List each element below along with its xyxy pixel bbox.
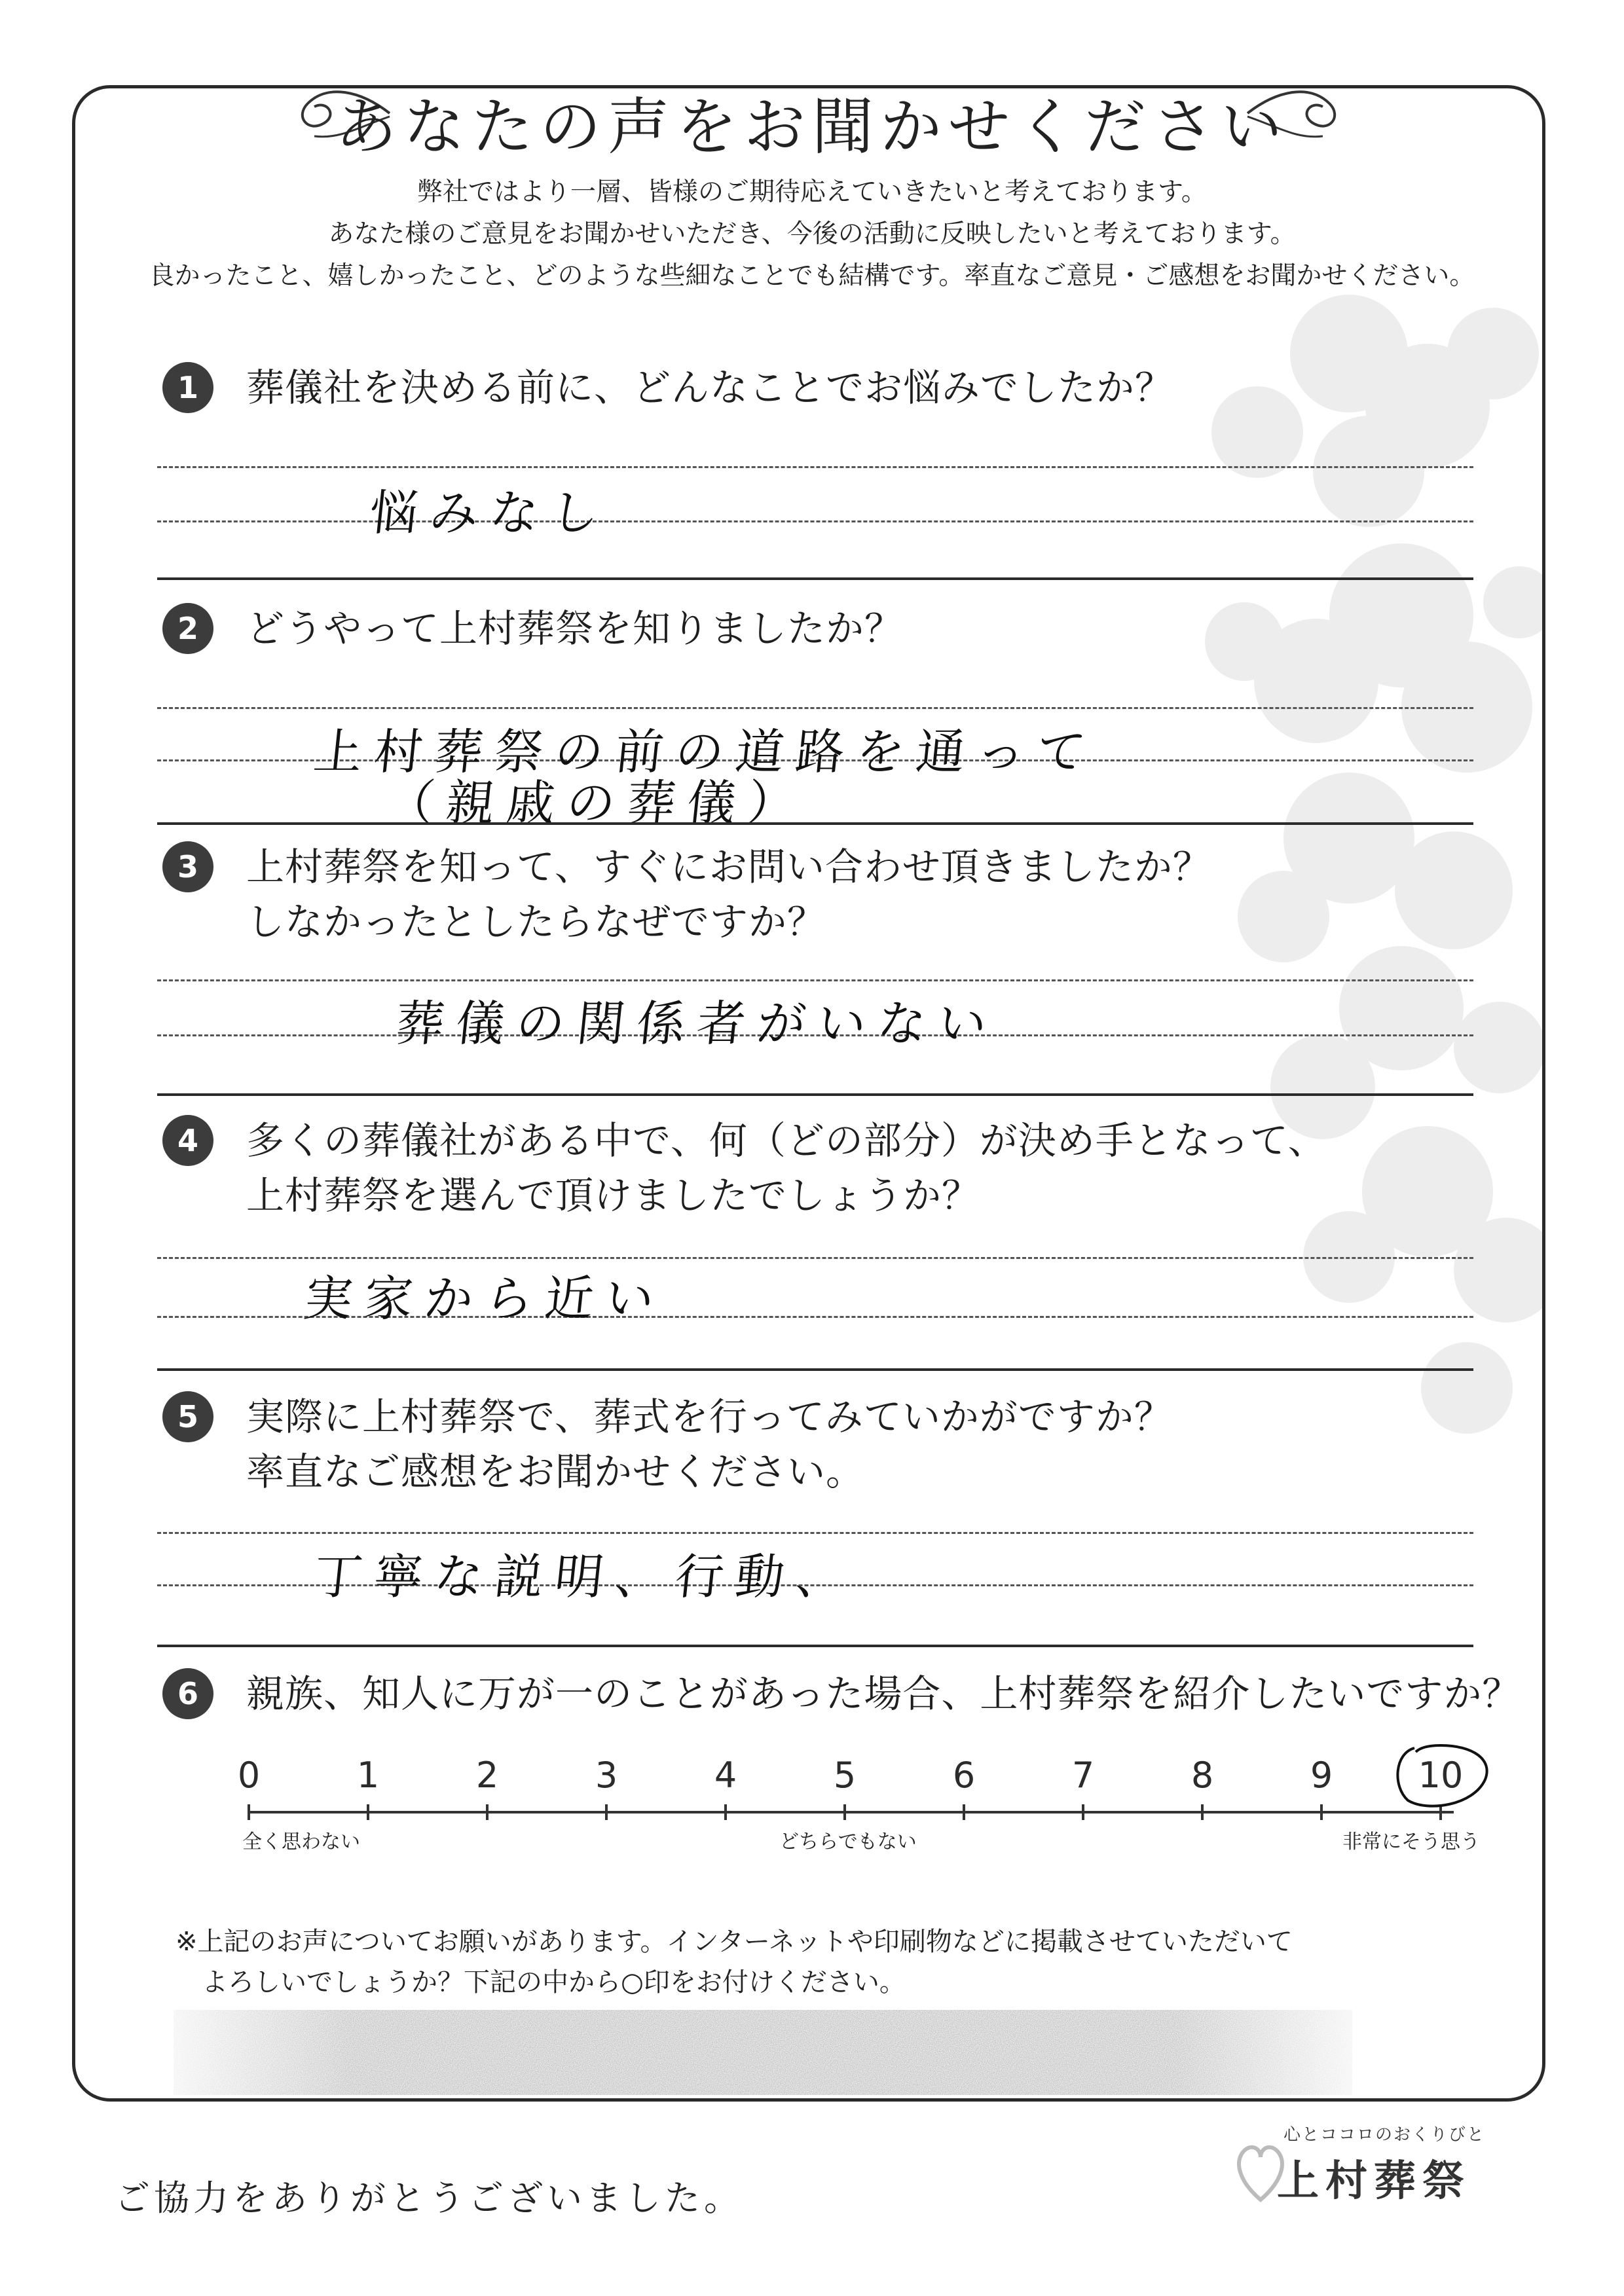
scale-mid-label: どちらでもない	[779, 1831, 917, 1853]
question-text: 親族、知人に万が一のことがあった場合、上村葬祭を紹介したいですか？	[246, 1671, 1521, 1716]
scale-tick-label[interactable]: 8	[1190, 1755, 1214, 1796]
question-text: 上村葬祭を選んで頂けましたでしょうか？	[246, 1173, 981, 1218]
handwritten-answer: 上村葬祭の前の道路を通って	[310, 724, 1100, 780]
section-divider	[157, 1645, 1473, 1647]
question-text: 上村葬祭を知って、すぐにお問い合わせ頂きましたか？	[246, 845, 1211, 889]
question-text: 実際に上村葬祭で、葬式を行ってみていかがですか？	[246, 1394, 1173, 1439]
scale-tick-label[interactable]: 9	[1310, 1755, 1333, 1796]
handwritten-answer: 丁寧な説明、行動、	[310, 1549, 859, 1605]
scale-tick	[486, 1804, 489, 1820]
section-divider	[157, 1093, 1473, 1096]
question-text: 多くの葬儀社がある中で、何（どの部分）が決め手となって、	[246, 1118, 1327, 1163]
logo-tagline: 心とココロのおくりびと	[1283, 2125, 1486, 2145]
scale-tick	[605, 1804, 608, 1820]
handwritten-answer: 悩みなし	[366, 485, 614, 541]
scale-tick	[963, 1804, 965, 1820]
scale-tick-label[interactable]: 10	[1418, 1755, 1464, 1796]
intro-line: 弊社ではより一層、皆様のご期待応えていきたいと考えております。	[417, 177, 1207, 207]
intro-line: あなた様のご意見をお聞かせいただき、今後の活動に反映したいと考えております。	[328, 219, 1296, 249]
publication-notice	[175, 1922, 1293, 2003]
scale-tick-label[interactable]: 5	[833, 1755, 857, 1796]
scale-tick-label[interactable]: 2	[475, 1755, 499, 1796]
question-text: どうやって上村葬祭を知りましたか？	[246, 606, 904, 651]
scale-high-label: 非常にそう思う	[1342, 1831, 1480, 1853]
answer-line-dotted	[157, 979, 1473, 981]
notice-line: ※上記のお声についてお願いがあります。インターネットや印刷物などに掲載させていただいて	[175, 1927, 1293, 1957]
rating-scale	[216, 1755, 1500, 1872]
answer-line-dotted	[157, 1257, 1473, 1259]
question-text: 葬儀社を決める前に、どんなことでお悩みでしたか？	[246, 365, 1174, 410]
scale-tick	[1082, 1804, 1084, 1820]
answer-line-dotted	[157, 466, 1473, 468]
redacted-area	[174, 2010, 1352, 2095]
scale-tick-label[interactable]: 4	[714, 1755, 737, 1796]
answer-line-dotted	[157, 520, 1473, 522]
page-title: あなたの声をお聞かせください	[335, 92, 1289, 163]
scale-tick	[724, 1804, 727, 1820]
intro-line: 良かったこと、嬉しかったこと、どのような些細なことでも結構です。率直なご意見・ご感想をお聞かせください。	[149, 261, 1475, 291]
scale-tick	[843, 1804, 846, 1820]
scale-tick	[248, 1804, 250, 1820]
scale-tick-label[interactable]: 1	[356, 1755, 380, 1796]
logo-name: 上村葬祭	[1277, 2157, 1471, 2206]
handwritten-answer: （親戚の葬儀）	[382, 775, 811, 831]
scale-tick	[367, 1804, 369, 1820]
section-divider	[157, 577, 1473, 580]
notice-line: よろしいでしょうか？下記の中から○印をお付けください。	[202, 1967, 906, 1997]
scale-tick	[1201, 1804, 1204, 1820]
footer-thanks: ご協力をありがとうございました。	[115, 2178, 743, 2219]
section-divider	[157, 822, 1473, 825]
handwritten-answer: 葬儀の関係者がいない	[392, 996, 1001, 1052]
selected-circle-mark	[1388, 1740, 1493, 1812]
question-text: 率直なご感想をお聞かせください。	[246, 1449, 865, 1494]
question-number-badge: 6	[162, 1668, 213, 1719]
scale-low-label: 全く思わない	[242, 1831, 360, 1853]
question-number-badge: 2	[162, 603, 213, 654]
scale-tick-label[interactable]: 3	[595, 1755, 618, 1796]
section-divider	[157, 1368, 1473, 1371]
question-number-badge: 3	[162, 841, 213, 892]
scale-tick-label[interactable]: 7	[1071, 1755, 1095, 1796]
answer-line-dotted	[157, 1532, 1473, 1534]
company-logo	[1231, 2121, 1545, 2232]
question-number-badge: 5	[162, 1391, 213, 1442]
scale-tick-label[interactable]: 0	[237, 1755, 261, 1796]
scale-tick	[1320, 1804, 1323, 1820]
handwritten-answer: 実家から近い	[301, 1271, 669, 1327]
scale-tick-label[interactable]: 6	[952, 1755, 976, 1796]
intro-text	[0, 172, 1624, 297]
question-number-badge: 4	[162, 1115, 213, 1166]
scale-line	[249, 1811, 1454, 1813]
question-number-badge: 1	[162, 362, 213, 413]
question-text: しなかったとしたらなぜですか？	[246, 900, 826, 944]
answer-line-dotted	[157, 707, 1473, 709]
